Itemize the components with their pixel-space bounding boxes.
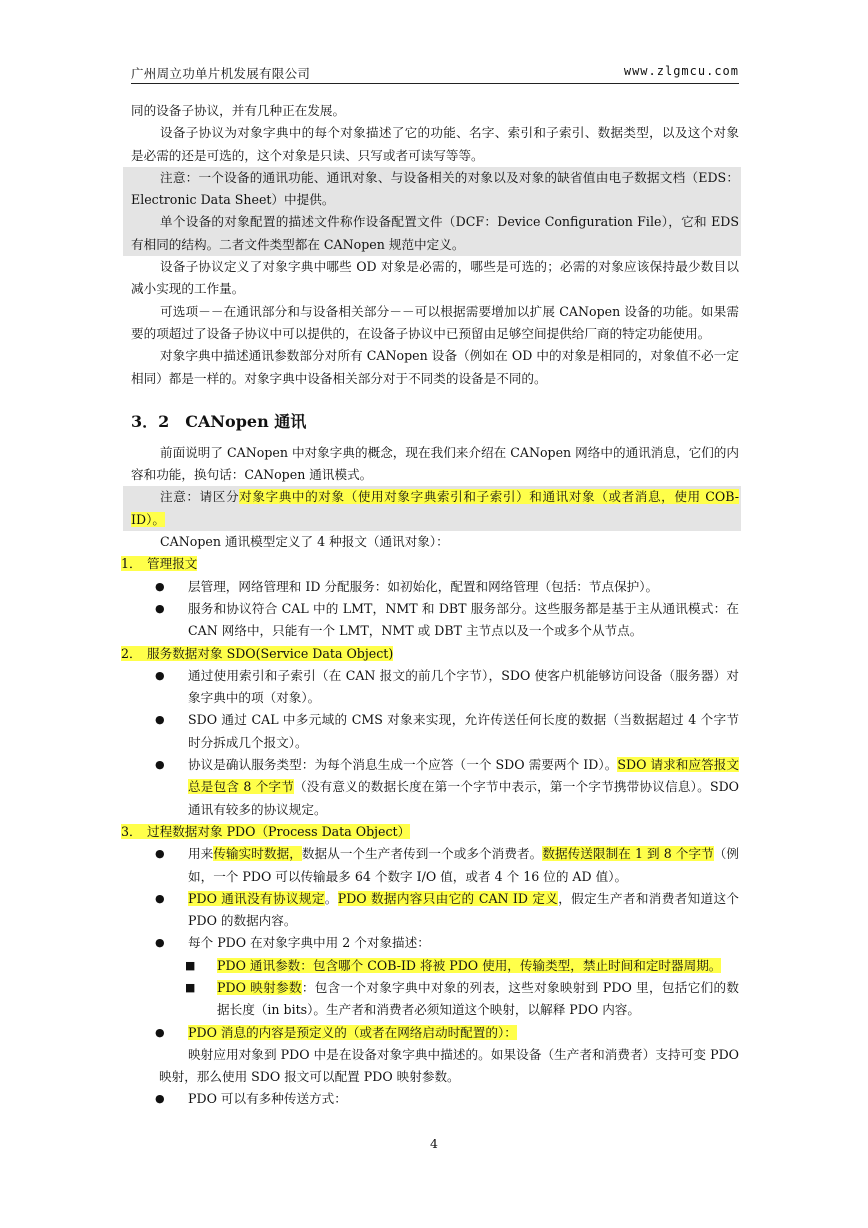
bullet-icon: ● (155, 936, 165, 950)
bullet-item: ● SDO 通过 CAL 中多元域的 CMS 对象来实现，允许传送任何长度的数据（当数据超过 4 个字节时分拆成几个报文）。 (131, 709, 739, 754)
note-prefix: 注意：请区分 (160, 489, 240, 505)
bullet-icon: ● (155, 758, 165, 772)
note-box (123, 486, 741, 531)
page-number: 4 (430, 1136, 438, 1151)
paragraph: 设备子协议为对象字典中的每个对象描述了它的功能、名字、索引和子索引、数据类型，以及这个对象是必需的还是可选的，这个对象是只读、只写或者可读写等等。 (131, 125, 739, 163)
highlighted-text: 传输实时数据， (213, 846, 302, 862)
sub-bullet-item (131, 955, 739, 977)
square-bullet-icon: ■ (185, 958, 196, 972)
highlighted-text: PDO 数据内容只由它的 CAN ID 定义 (337, 890, 559, 906)
highlighted-text: PDO 映射参数 (217, 979, 302, 995)
highlighted-text: PDO 消息的内容是预定义的（或者在网络启动时配置的）： (188, 1024, 517, 1040)
bullet-item: ● PDO 通讯没有协议规定。PDO 数据内容只由它的 CAN ID 定义，假定生产者和消费者知道这个 PDO 的数据内容。 (131, 888, 739, 933)
bullet-item: ● 通过使用索引和子索引（在 CAN 报文的前几个字节），SDO 使客户机能够访问设备（服务器）对象字典中的项（对象）。 (131, 665, 739, 710)
note-box (123, 167, 741, 256)
company-name: 广州周立功单片机发展有限公司 (131, 66, 311, 81)
header-rule (131, 83, 739, 84)
bullet-icon: ● (155, 713, 165, 727)
numbered-item (121, 821, 739, 843)
page-header (131, 62, 739, 82)
paragraph: CANopen 通讯模型定义了 4 种报文（通讯对象）： (160, 534, 449, 550)
note-paragraph (131, 486, 739, 531)
section-heading: 3．2 CANopen 通讯 (131, 411, 307, 431)
bullet-icon: ● (155, 891, 165, 905)
highlighted-text: 对象字典中的对象（使用对象字典索引和子索引）和通讯对象（或者消息，使用 COB-ID）。 (131, 489, 739, 527)
bullet-icon: ● (155, 1025, 165, 1039)
bullet-item: ● 用来传输实时数据，数据从一个生产者传到一个或多个消费者。数据传送限制在 1 到 8 个字节（例如，一个 PDO 可以传输最多 64 个数字 I/O 值，或者 4 个 16 位的 AD 值）。 (131, 843, 739, 888)
item-title: 过程数据对象 PDO（Process Data Object） (147, 823, 411, 839)
bullet-item: ● PDO 可以有多种传送方式： (131, 1088, 739, 1110)
note-paragraph: 注意：一个设备的通讯功能、通讯对象、与设备相关的对象以及对象的缺省值由电子数据文档（EDS：Electronic Data Sheet）中提供。 (131, 169, 739, 208)
square-bullet-icon: ■ (185, 980, 196, 994)
item-number: 3． (121, 823, 142, 839)
bullet-icon: ● (155, 1092, 165, 1106)
highlighted-text: PDO 通讯没有协议规定 (188, 890, 325, 906)
item-title: 服务数据对象 SDO(Service Data Object) (147, 645, 394, 661)
paragraph: 同的设备子协议，并有几种正在发展。 (131, 103, 346, 118)
paragraph: 对象字典中描述通讯参数部分对所有 CANopen 设备（例如在 OD 中的对象是相同的，对象值不必一定相同）都是一样的。对象字典中设备相关部分对于不同类的设备是不同的。 (131, 348, 739, 386)
bullet-icon: ● (155, 668, 165, 682)
paragraph: 前面说明了 CANopen 中对象字典的概念，现在我们来介绍在 CANopen 网络中的通讯消息，它们的内容和功能，换句话：CANopen 通讯模式。 (131, 444, 739, 483)
bullet-item: ● 服务和协议符合 CAL 中的 LMT，NMT 和 DBT 服务部分。这些服务都是基于主从通讯模式：在 CAN 网络中，只能有一个 LMT，NMT 或 DBT 主节点以及一个或多个从节点。 (131, 598, 739, 643)
bullet-icon: ● (155, 601, 165, 615)
bullet-item: ● 每个 PDO 在对象字典中用 2 个对象描述： (131, 932, 739, 954)
page-body (121, 100, 740, 1111)
website: www.zlgmcu.com (623, 64, 739, 78)
numbered-item (121, 553, 739, 575)
bullet-icon: ● (155, 847, 165, 861)
paragraph: 映射应用对象到 PDO 中是在设备对象字典中描述的。如果设备（生产者和消费者）支持可变 PDO 映射，那么使用 SDO 报文可以配置 PDO 映射参数。 (159, 1046, 739, 1085)
paragraph: 设备子协议定义了对象字典中哪些 OD 对象是必需的，哪些是可选的；必需的对象应该保持最少数目以减小实现的工作量。 (131, 259, 739, 297)
highlighted-text: 数据传送限制在 1 到 8 个字节 (542, 846, 714, 862)
bullet-item: ● 协议是确认服务类型：为每个消息生成一个应答（一个 SDO 需要两个 ID）。SDO 请求和应答报文总是包含 8 个字节（没有意义的数据长度在第一个字节中表示，第一个字节携带协议信息）。SDO 通讯有较多的协议规定。 (131, 754, 739, 821)
bullet-item: ● 层管理，网络管理和 ID 分配服务：如初始化，配置和网络管理（包括：节点保护）。 (131, 576, 739, 598)
item-title: 管理报文 (147, 556, 198, 572)
item-number: 1． (121, 556, 142, 572)
bullet-icon: ● (155, 579, 165, 593)
bullet-item (131, 1022, 739, 1044)
numbered-item (121, 643, 739, 665)
sub-bullet-item: ■ PDO 映射参数：包含一个对象字典中对象的列表，这些对象映射到 PDO 里，包括它们的数据长度（in bits）。生产者和消费者必须知道这个映射，以解释 PDO 内容。 (131, 977, 739, 1022)
highlighted-text: PDO 通讯参数：包含哪个 COB-ID 将被 PDO 使用，传输类型，禁止时间和定时器周期。 (217, 957, 722, 973)
item-number: 2． (121, 645, 142, 661)
note-paragraph: 单个设备的对象配置的描述文件称作设备配置文件（DCF：Device Configuration File），它和 EDS 有相同的结构。二者文件类型都在 CANopen 规范中定义。 (131, 214, 739, 252)
highlighted-text: SDO 请求和应答报文总是包含 8 个字节 (188, 757, 739, 795)
paragraph: 可选项－－在通讯部分和与设备相关部分－－可以根据需要增加以扩展 CANopen 设备的功能。如果需要的项超过了设备子协议中可以提供的，在设备子协议中已预留由足够空间提供给厂商的特定功能使用。 (131, 303, 739, 341)
